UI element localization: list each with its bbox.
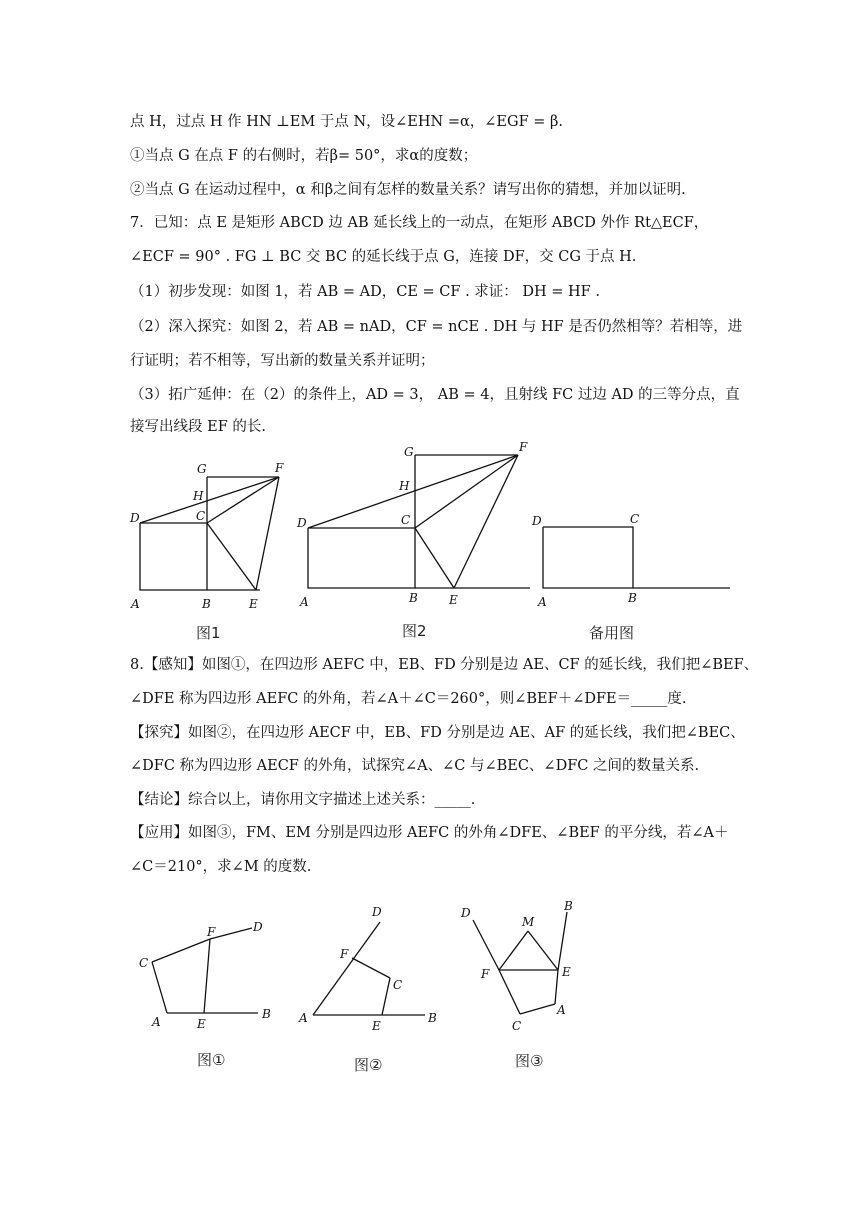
label-D: D xyxy=(461,906,471,920)
q7-backup-figure xyxy=(531,512,730,642)
label-F: F xyxy=(340,947,349,961)
figure-caption: 图② xyxy=(354,1056,383,1074)
label-A: A xyxy=(538,595,547,609)
question-8-title: 8.【感知】如图①，在四边形 AEFC 中，EB、FD 分别是边 AE、CF 的延长线，我们把∠BEF、 xyxy=(130,657,759,673)
label-E: E xyxy=(562,965,571,979)
label-B: B xyxy=(202,597,211,611)
label-A: A xyxy=(131,597,140,611)
label-B: B xyxy=(409,591,418,605)
question-7-title: 7．已知：点 E 是矩形 ABCD 边 AB 延长线上的一动点，在矩形 ABCD 外作 Rt△ECF， xyxy=(130,215,709,231)
text-line: （3）拓广延伸：在（2）的条件上，AD = 3， AB = 4，且射线 FC 过边 AD 的三等分点，直 xyxy=(130,387,740,403)
text-line: （1）初步发现：如图 1，若 AB = AD，CE = CF . 求证： DH = HF . xyxy=(130,284,600,300)
text-line: ①当点 G 在点 F 的右侧时，若β= 50°，求α的度数； xyxy=(130,148,478,164)
label-F: F xyxy=(481,967,490,981)
label-M: M xyxy=(522,915,535,929)
label-D: D xyxy=(297,516,307,530)
label-F: F xyxy=(275,461,284,475)
text-line: ∠ECF = 90° . FG ⊥ BC 交 BC 的延长线于点 G，连接 DF，交 CG 于点 H. xyxy=(130,249,637,265)
label-C: C xyxy=(196,509,206,523)
label-C: C xyxy=(401,513,411,527)
label-H: H xyxy=(193,489,204,503)
label-G: G xyxy=(197,462,207,476)
text-line: ∠DFE 称为四边形 AEFC 的外角，若∠A＋∠C＝260°，则∠BEF＋∠DFE＝_____度. xyxy=(130,691,687,707)
q7-figures xyxy=(0,430,860,650)
label-C: C xyxy=(393,978,403,992)
label-A: A xyxy=(299,1011,308,1025)
label-A: A xyxy=(152,1015,161,1029)
figure-caption: 备用图 xyxy=(589,624,635,642)
text-line: 【探究】如图②，在四边形 AECF 中，EB、FD 分别是边 AE、AF 的延长线，我们把∠BEC、 xyxy=(130,725,745,741)
label-A: A xyxy=(300,595,309,609)
label-C: C xyxy=(630,512,640,526)
label-D: D xyxy=(532,514,542,528)
label-D: D xyxy=(253,920,263,934)
q8-figure-3 xyxy=(460,899,573,1070)
text-line: 【结论】综合以上，请你用文字描述上述关系：_____. xyxy=(130,792,476,808)
label-E: E xyxy=(249,597,258,611)
q8-figure-2 xyxy=(298,905,437,1074)
text-line: 点 H，过点 H 作 HN ⊥EM 于点 N，设∠EHN =α，∠EGF = β. xyxy=(130,114,563,130)
text-line: ②当点 G 在运动过程中，α 和β之间有怎样的数量关系？请写出你的猜想，并加以证明. xyxy=(130,182,686,198)
label-H: H xyxy=(399,479,410,493)
label-E: E xyxy=(449,593,458,607)
text-line: ∠DFC 称为四边形 AECF 的外角，试探究∠A、∠C 与∠BEC、∠DFC 之间的数量关系. xyxy=(130,758,700,774)
figure-caption: 图① xyxy=(197,1051,226,1069)
label-D: D xyxy=(130,511,140,525)
label-E: E xyxy=(372,1019,381,1033)
text-line: 行证明；若不相等，写出新的数量关系并证明； xyxy=(130,353,435,369)
text-line: 【应用】如图③，FM、EM 分别是四边形 AEFC 的外角∠DFE、∠BEF 的平分线，若∠A＋ xyxy=(130,825,729,841)
label-G: G xyxy=(404,445,414,459)
label-C: C xyxy=(512,1019,522,1033)
q8-figures xyxy=(0,895,860,1080)
figure-caption: 图1 xyxy=(196,624,221,642)
label-E: E xyxy=(197,1017,206,1031)
label-B: B xyxy=(628,591,637,605)
label-B: B xyxy=(428,1011,437,1025)
label-A: A xyxy=(557,1003,566,1017)
figure-caption: 图2 xyxy=(402,622,427,640)
label-C: C xyxy=(139,956,149,970)
q8-figure-1 xyxy=(139,920,271,1069)
text-line: ∠C＝210°，求∠M 的度数. xyxy=(130,859,312,875)
text-line: 接写出线段 EF 的长. xyxy=(130,419,266,435)
label-F: F xyxy=(519,440,528,454)
label-F: F xyxy=(207,925,216,939)
figure-caption: 图③ xyxy=(515,1052,544,1070)
text-line: （2）深入探究：如图 2，若 AB = nAD，CF = nCE . DH 与 HF 是否仍然相等？若相等，进 xyxy=(130,319,743,335)
q7-figure-1 xyxy=(129,461,284,642)
label-B: B xyxy=(262,1007,271,1021)
label-B: B xyxy=(564,899,573,913)
label-D: D xyxy=(372,905,382,919)
q7-figure-2 xyxy=(296,440,530,640)
